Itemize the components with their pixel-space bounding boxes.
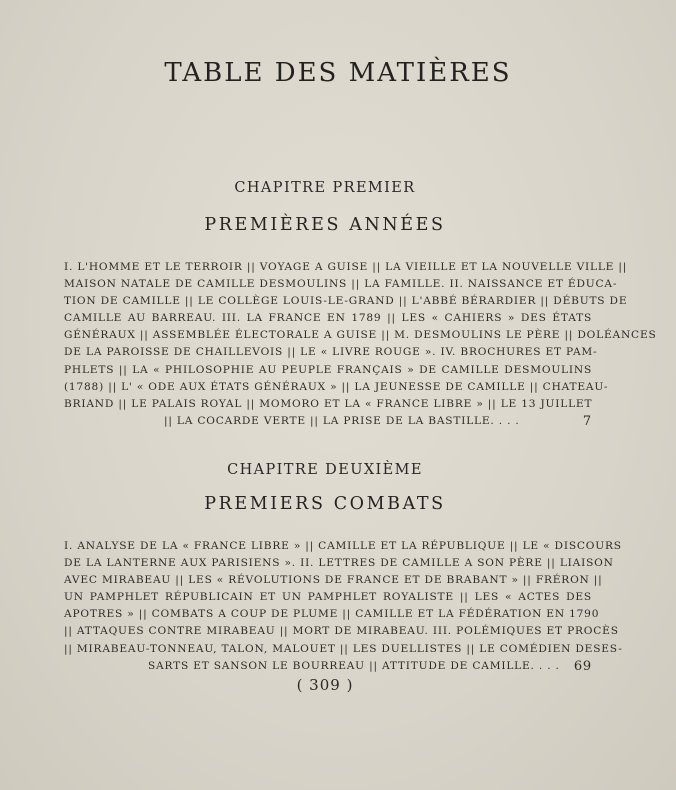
toc-line: BRIAND || LE PALAIS ROYAL || MOMORO ET LA « FRANCE LIBRE » || LE 13 JUILLET — [64, 397, 593, 410]
chapter-1-label: CHAPITRE PREMIER — [234, 180, 416, 196]
chapter-2-title: PREMIERS COMBATS — [204, 494, 446, 514]
toc-line: PHLETS || LA « PHILOSOPHIE AU PEUPLE FRANÇAIS » DE CAMILLE DESMOULINS — [64, 363, 592, 376]
toc-line-text: SARTS ET SANSON LE BOURREAU || ATTITUDE DE CAMILLE. . . . — [148, 659, 560, 672]
toc-line: I. L'HOMME ET LE TERROIR || VOYAGE A GUISE || LA VIEILLE ET LA NOUVELLE VILLE || — [64, 261, 628, 273]
toc-line: APOTRES » || COMBATS A COUP DE PLUME || CAMILLE ET LA FÉDÉRATION EN 1790 — [64, 608, 600, 621]
folio-page-number: ( 309 ) — [296, 676, 354, 694]
toc-line: UN PAMPHLET RÉPUBLICAIN ET UN PAMPHLET ROYALISTE || LES « ACTES DES — [64, 591, 592, 604]
page-number: 7 — [582, 413, 592, 429]
toc-line: || MIRABEAU-TONNEAU, TALON, MALOUET || LES DUELLISTES || LE COMÉDIEN DESES- — [64, 642, 623, 655]
toc-line — [64, 658, 592, 675]
toc-line: DE LA LANTERNE AUX PARISIENS ». II. LETTRES DE CAMILLE A SON PÈRE || LIAISON — [64, 557, 614, 570]
toc-line — [64, 413, 592, 430]
chapter-1-contents — [64, 259, 657, 430]
page-number: 69 — [573, 658, 592, 674]
toc-line-text: || LA COCARDE VERTE || LA PRISE DE LA BASTILLE. . . . — [164, 414, 520, 427]
toc-line: (1788) || L' « ODE AUX ÉTATS GÉNÉRAUX » || LA JEUNESSE DE CAMILLE || CHATEAU- — [64, 380, 609, 393]
toc-line: || ATTAQUES CONTRE MIRABEAU || MORT DE MIRABEAU. III. POLÉMIQUES ET PROCÈS — [64, 625, 619, 638]
toc-line: I. ANALYSE DE LA « FRANCE LIBRE » || CAMILLE ET LA RÉPUBLIQUE || LE « DISCOURS — [64, 540, 622, 552]
toc-line: CAMILLE AU BARREAU. III. LA FRANCE EN 1789 || LES « CAHIERS » DES ÉTATS — [64, 312, 592, 325]
toc-line: GÉNÉRAUX || ASSEMBLÉE ÉLECTORALE A GUISE || M. DESMOULINS LE PÈRE || DOLÉANCES — [64, 329, 657, 342]
chapter-2-label: CHAPITRE DEUXIÈME — [227, 462, 423, 478]
toc-line: MAISON NATALE DE CAMILLE DESMOULINS || LA FAMILLE. II. NAISSANCE ET ÉDUCA- — [64, 278, 618, 291]
chapter-2-contents — [64, 538, 623, 675]
toc-line: DE LA PAROISSE DE CHAILLEVOIS || LE « LIVRE ROUGE ». IV. BROCHURES ET PAM- — [64, 346, 598, 359]
toc-line: TION DE CAMILLE || LE COLLÈGE LOUIS-LE-GRAND || L'ABBÉ BÉRARDIER || DÉBUTS DE — [64, 295, 628, 308]
page-title: TABLE DES MATIÈRES — [164, 58, 512, 88]
chapter-1-title: PREMIÈRES ANNÉES — [204, 215, 446, 235]
toc-line: AVEC MIRABEAU || LES « RÉVOLUTIONS DE FRANCE ET DE BRABANT » || FRÉRON || — [64, 574, 603, 587]
